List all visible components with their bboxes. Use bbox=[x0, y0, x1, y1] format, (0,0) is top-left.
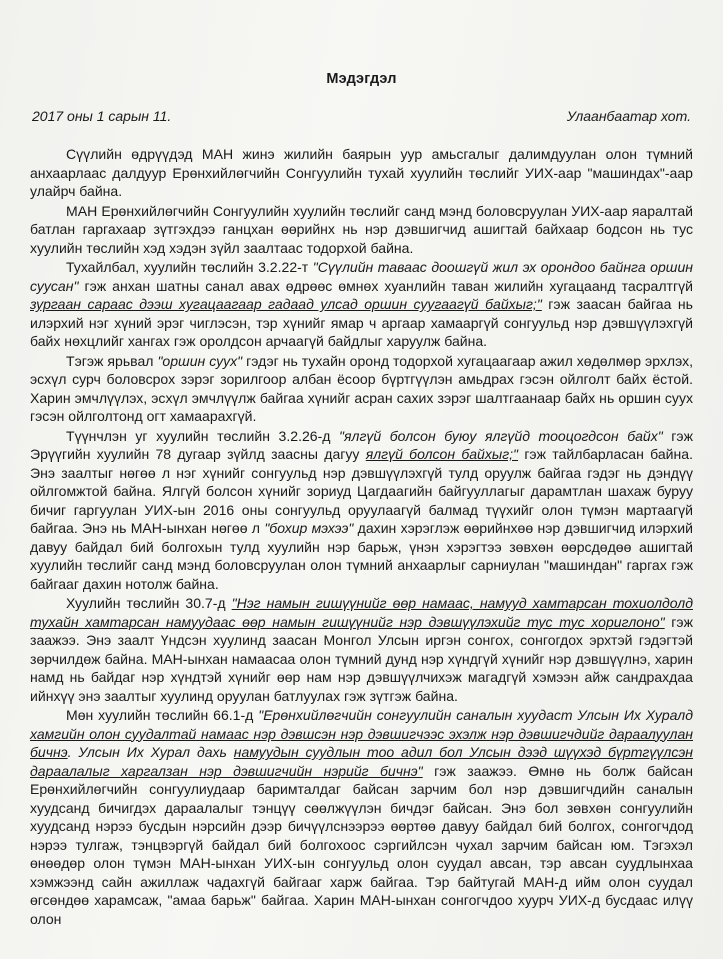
paragraph-5-quote-1: "ялгүй болсон буюу ялгүйд тооцогдсон байх" bbox=[339, 427, 663, 444]
paragraph-1: Сүүлийн өдрүүдэд МАН жинэ жилийн баярын уур амьсгалыг далимдуулан олон түмний анхаарлаас далдуур Ерөнхийлөгчийн Сонгуулийн тухай хуулийн төслийг УИХ-аар "машиндах"-аар улайрч байна. bbox=[30, 146, 693, 199]
paragraph-5-text-d: дахин хэрэглэж өөрийнхөө нэр дэвшигчид илэрхий давуу байдал бий болгохын тулд хуулийн нэр барьж, үнэн хэрэгтээ зөвхөн өөрсдөдөө ашигтай хуулийн төслийг санд мэнд боловсруулан олон түмний анхаарлыг сарниулан "машиндан" гаргах гэж байгааг дахин нотолж байна. bbox=[30, 520, 693, 592]
paragraph-5-text-b: гэж Эрүүгийн хуулийн 78 дугаар зүйлд заасны дагуу bbox=[30, 427, 693, 462]
paragraph-4 bbox=[30, 352, 693, 426]
paragraph-5-quote-3: "бохир мэхээ" bbox=[264, 520, 354, 536]
paragraph-5-text-c: гэж тайлбарласан байна. Энэ заалтыг нөгөө л нэг хүнийг сонгуульд нэр дэвшүүлэхгүй тулд оруулж байгаа гэдэг нь дэндүү ойлгомжтой байна. Ялгүй болсон хүнийг зориуд Цагдаагийн байгууллагыг дарамтлан шахаж буруу бичиг гаргуулан УИХ-ын 2016 оны сонгуульд оруулаагүй балмад түүхийг олон түмэн мартаагүй байгаа. Энэ нь МАН-ынхан нөгөө л bbox=[30, 446, 693, 536]
paragraph-7 bbox=[30, 706, 693, 928]
paragraph-7-text-b: гэж заажээ. Өмнө нь болж байсан Ерөнхийлөгчийн сонгуулиудаар баримталдаг байсан зарчим бол нэр дэвшигчдийн саналын хуудсанд бичигдэх дараалалыг тэнцүү сөөлжүүлэн бичдэг байсан. Энэ бол зөвхөн сонгуулийн хуудсанд нэрээ бусдын нэрсийн дээр бичүүлснээрээ өөртөө давуу байдал бий болгох, сонгогчдод нэрээ тулгаж, тэнцвэргүй байдал бий болгохоос сэргийлсэн чухал зарчим байсан юм. Тэгэхэл өнөөдөр олон түмэн МАН-ынхан УИХ-ын сонгуульд олон суудал авсан, тэр авсан суудлынхаа хэмжээнд сайн ажиллаж чадахгүй байгааг харж байгаа. Тэр байтугай МАН-д ийм олон суудал өгсөндөө харамсаж, "амаа барьж" байгаа. Харин МАН-ынхан сонгогчдоо хуурч УИХ-д бусдаас илүү олон bbox=[30, 762, 693, 927]
paragraph-3 bbox=[30, 258, 693, 351]
paragraph-2: МАН Ерөнхийлөгчийн Сонгуулийн хуулийн төслийг санд мэнд боловсруулан УИХ-аар яаралтай батлан гаргахаар зүтгэхдээ ганцхан өөрийнх нь нэр дэвшигчид ашигтай байхаар бодсон нь тус хуулийн төслийн хэд хэдэн зүйл заалтаас тодорхой байна. bbox=[30, 202, 693, 256]
paragraph-5-quote-2: ялгүй болсон байхыг;" bbox=[365, 446, 519, 462]
paragraph-5 bbox=[30, 427, 693, 594]
paragraph-5-text-a: Түүнчлэн уг хуулийн төслийн 3.2.26-д bbox=[66, 427, 340, 444]
paragraph-6-text-b: гэж заажээ. Энэ заалт Үндсэн хуулинд заасан Монгол Улсын иргэн сонгох, сонгогдох эрхтэй гэдэгтэй зөрчилдөж байна. МАН-ынхан намаасаа олон түмний дунд нэр хүндгүй хүнийг нэр дэвшүүлнэ, харин намд нь байдаг нэр хүндтэй хүнийг өөр нам нэр дэвшүүлчихэж магадгүй хэмээн айж сандрахдаа ийнхүү энэ заалтыг хуулинд оруулан батлуулах гэж зүтгэж байна. bbox=[30, 613, 693, 704]
paragraph-3-quote-1: "Сүүлийн таваас доошгүй жил эх орондоо байнга оршин суусан" bbox=[30, 259, 693, 294]
paragraph-6-quote: "Нэг намын гишүүнийг өөр намаас, намууд хамтарсан тохиолдолд тухайн хамтарсан намуудаас өөр намын гишүүнийг нэр дэвшүүлэхийг тус тус хориглоно" bbox=[30, 595, 693, 630]
document-date: 2017 оны 1 сарын 11. bbox=[32, 108, 172, 124]
paragraph-7-quote-1: "Ерөнхийлөгчийн сонгуулийн саналын хуудаст Улсын Их Хуралд bbox=[258, 707, 693, 723]
paragraph-6-text-a: Хуулийн төслийн 30.7-д bbox=[66, 595, 232, 611]
paragraph-4-text-a: Тэгэж ярьвал bbox=[66, 352, 158, 369]
paragraph-6 bbox=[30, 594, 693, 705]
document-place: Улаанбаатар хот. bbox=[566, 108, 691, 124]
paragraph-3-text-c: гэж заасан байгаа нь илэрхий нэг хүний эрэг чиглэсэн, тэр хүнийг ямар ч аргаар хамааргүй сонгуульд нэр дэвшүүлэхгүй байх нөхцлийг хангах гэж оролдсон арчаагүй байдлыг харуулж байна. bbox=[30, 296, 693, 349]
paragraph-7-quote-3: . Улсын Их Хурал дахь bbox=[67, 744, 234, 760]
document-title: Мэдэгдэл bbox=[326, 71, 397, 87]
dateline bbox=[32, 108, 691, 124]
paragraph-3-text-a: Тухайлбал, хуулийн төслийн 3.2.22-т bbox=[66, 259, 313, 275]
document-body bbox=[30, 145, 693, 929]
paragraph-7-text-a: Мөн хуулийн төслийн 66.1-д bbox=[66, 707, 259, 723]
paragraph-4-text-b: гэдэг нь тухайн оронд тодорхой хугацаагаар ажил хөдөлмөр эрхлэх, эсхүл сурч боловсрох зэрэг зорилгоор албан ёсоор бүртгүүлэн амьдрах гэсэн ойлголт байх ёстой. Харин эмчлүүлэх, эсхүл эмчлүүлж байгаа хүнийг асран сахих зэрэг шалтгаанаар байх нь оршин суух гэсэн ойлголтонд огт хамаарахгүй. bbox=[30, 352, 694, 424]
paragraph-3-quote-2: зургаан сараас дээш хугацаагаар гадаад улсад оршин суугаагүй байхыг;" bbox=[30, 296, 542, 312]
paragraph-4-quote: "оршин суух" bbox=[157, 352, 243, 369]
paragraph-3-text-b: гэж анхан шатны санал авах өдрөөс өмнөх хуанлийн таван жилийн хугацаанд тасралтгүй bbox=[78, 277, 693, 294]
paragraph-7-quote-4: намуудын суудлын тоо адил бол Улсын дээд шүүхэд бүртгүүлсэн дараалалыг харгалзан нэр дэвшигчийн нэрийг бичнэ" bbox=[30, 744, 693, 779]
paragraph-7-quote-2: хамгийн олон суудалтай намаас нэр дэвшсэн нэр дэвшигчээс эхэлж нэр дэвшигчдийг дараалуулан бичнэ bbox=[30, 725, 693, 760]
